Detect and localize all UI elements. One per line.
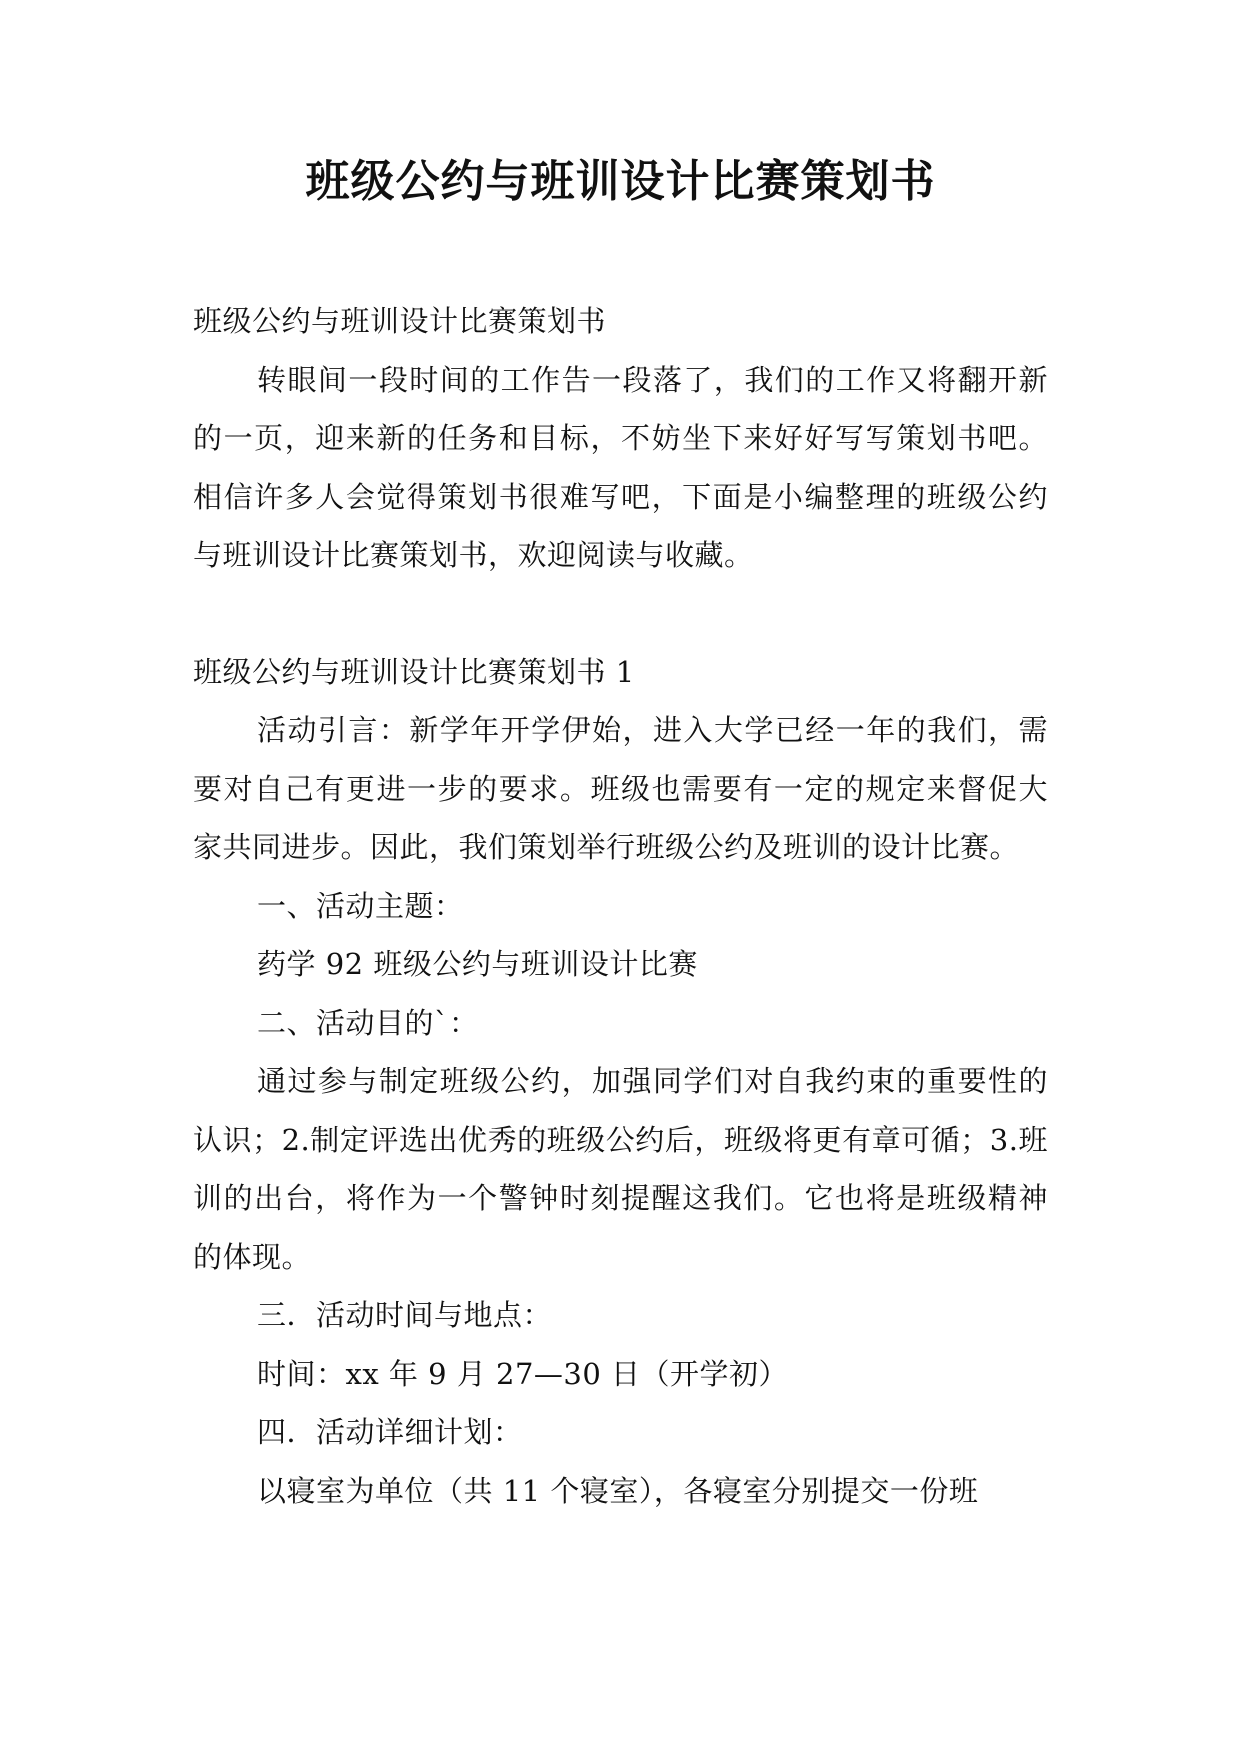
plan-paragraph: 以寝室为单位（共 11 个寝室），各寝室分别提交一份班 xyxy=(257,1473,979,1508)
purpose-heading: 二、活动目的`： xyxy=(257,1005,479,1040)
theme-paragraph: 药学 92 班级公约与班训设计比赛 xyxy=(257,947,698,981)
purpose-paragraph: 通过参与制定班级公约，加强同学们对自我约束的重要性的认识；2.制定评选出优秀的班级公约后，班级将更有章可循；3.班训的出台，将作为一个警钟时刻提醒这我们。它也将是班级精神的体现。 xyxy=(193,1064,1048,1274)
plan-heading: 四．活动详细计划： xyxy=(257,1415,523,1449)
time-place-heading: 三．活动时间与地点： xyxy=(257,1298,553,1332)
document-title: 班级公约与班训设计比赛策划书 xyxy=(305,156,936,207)
theme-heading: 一、活动主题： xyxy=(257,888,464,923)
time-paragraph: 时间：xx 年 9 月 27—30 日（开学初） xyxy=(257,1356,789,1391)
subtitle-paragraph: 班级公约与班训设计比赛策划书 xyxy=(193,304,607,338)
document-body xyxy=(193,292,1048,1520)
intro-paragraph: 转眼间一段时间的工作告一段落了，我们的工作又将翻开新的一页，迎来新的任务和目标，不妨坐下来好好写写策划书吧。相信许多人会觉得策划书很难写吧，下面是小编整理的班级公约与班训设计比赛策划书，欢迎阅读与收藏。 xyxy=(193,362,1048,572)
section-heading: 班级公约与班训设计比赛策划书 1 xyxy=(193,654,635,689)
paragraph-gap xyxy=(193,585,1048,643)
activity-intro-paragraph: 活动引言：新学年开学伊始，进入大学已经一年的我们，需要对自己有更进一步的要求。班级也需要有一定的规定来督促大家共同进步。因此，我们策划举行班级公约及班训的设计比赛。 xyxy=(193,713,1048,864)
